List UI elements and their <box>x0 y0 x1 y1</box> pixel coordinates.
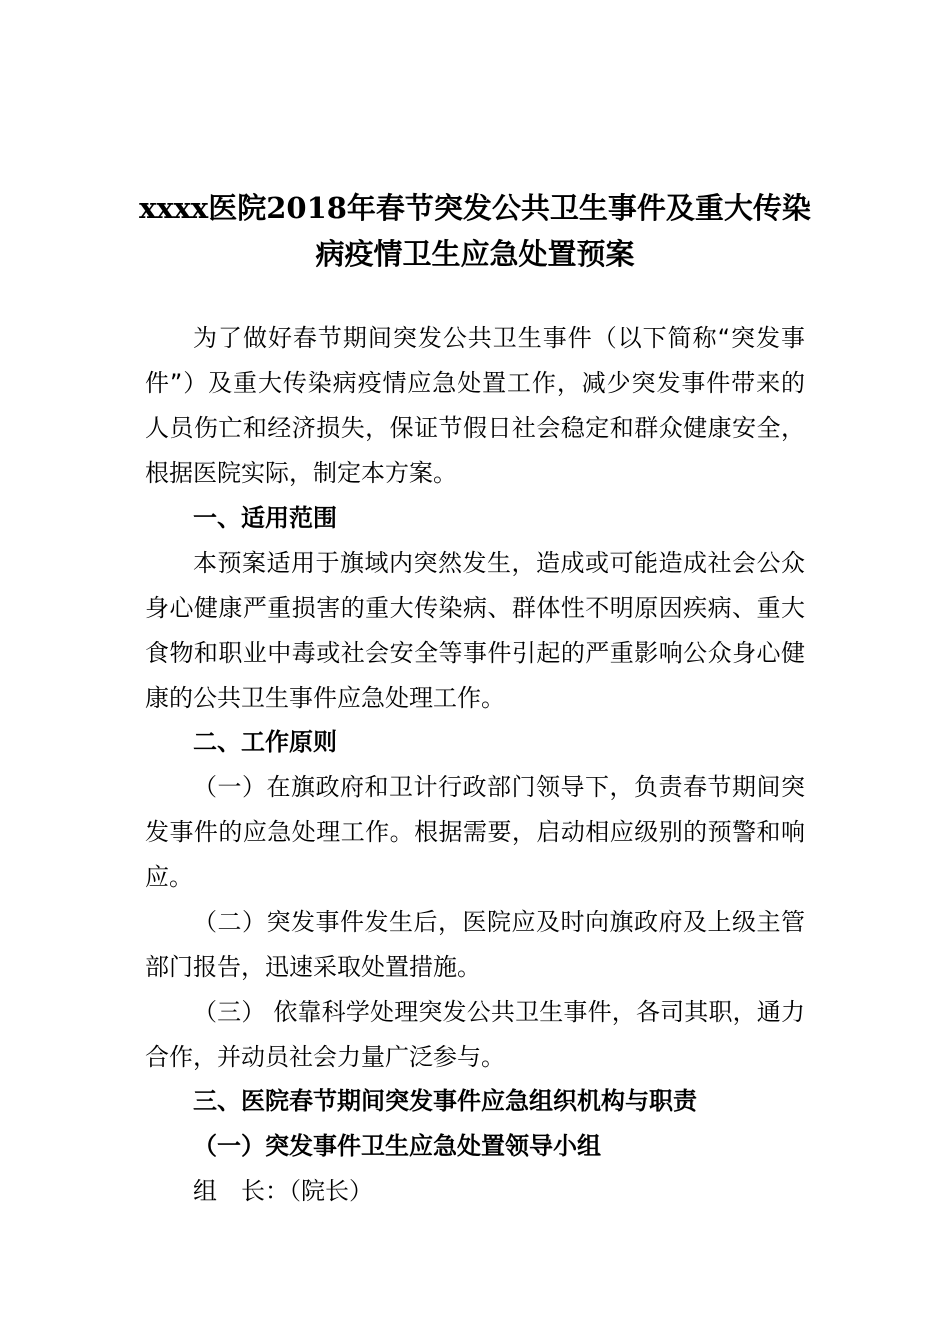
section-2-heading: 二、工作原则 <box>193 728 337 756</box>
section-1-line-4: 康的公共卫生事件应急处理工作。 <box>145 684 505 712</box>
intro-line-1: 为了做好春节期间突发公共卫生事件（以下简称“突发事 <box>193 324 805 352</box>
intro-line-2: 件”）及重大传染病疫情应急处置工作，减少突发事件带来的 <box>145 369 805 397</box>
section-1-heading: 一、适用范围 <box>193 504 337 532</box>
principle-3-line-2: 合作，并动员社会力量广泛参与。 <box>145 1043 505 1071</box>
principle-1-line-1: （一）在旗政府和卫计行政部门领导下，负责春节期间突 <box>193 773 805 801</box>
principle-1-line-2: 发事件的应急处理工作。根据需要，启动相应级别的预警和响 <box>145 818 805 846</box>
intro-line-3: 人员伤亡和经济损失，保证节假日社会稳定和群众健康安全， <box>145 414 805 442</box>
principle-2-line-2: 部门报告，迅速采取处置措施。 <box>145 953 481 981</box>
principle-2-line-1: （二）突发事件发生后，医院应及时向旗政府及上级主管 <box>193 908 805 936</box>
intro-line-4: 根据医院实际，制定本方案。 <box>145 459 457 487</box>
document-title-line-1: xxxx医院2018年春节突发公共卫生事件及重大传染 <box>139 191 811 225</box>
subsection-1-heading: （一）突发事件卫生应急处置领导小组 <box>193 1132 601 1160</box>
section-1-line-2: 身心健康严重损害的重大传染病、群体性不明原因疾病、重大 <box>145 594 805 622</box>
section-1-line-1: 本预案适用于旗域内突然发生，造成或可能造成社会公众 <box>193 549 805 577</box>
section-3-heading: 三、医院春节期间突发事件应急组织机构与职责 <box>193 1087 697 1115</box>
section-1-line-3: 食物和职业中毒或社会安全等事件引起的严重影响公众身心健 <box>145 639 805 667</box>
document-title-line-2: 病疫情卫生应急处置预案 <box>315 237 635 271</box>
leader-line: 组 长：（院长） <box>193 1177 373 1205</box>
principle-1-line-3: 应。 <box>145 863 193 891</box>
principle-3-line-1: （三） 依靠科学处理突发公共卫生事件，各司其职，通力 <box>193 998 805 1026</box>
